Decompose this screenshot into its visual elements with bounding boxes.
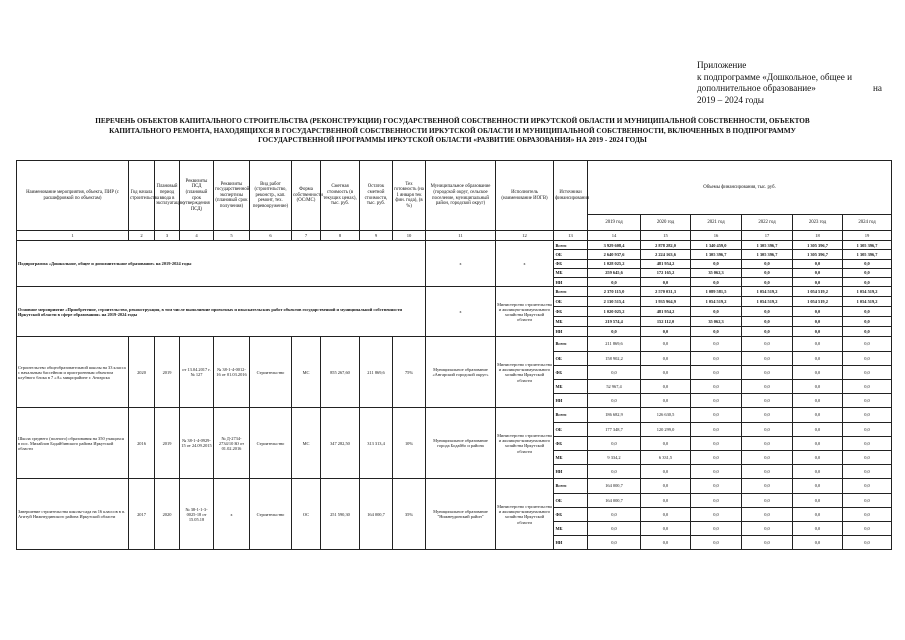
funding-value: 1 305 396,7 bbox=[793, 241, 843, 250]
funding-value: 126 630,5 bbox=[641, 408, 691, 422]
funding-value: 0,0 bbox=[843, 422, 892, 436]
funding-source: Всего bbox=[554, 408, 588, 422]
object-row bbox=[17, 337, 892, 351]
funding-source: ФБ bbox=[554, 307, 588, 317]
column-number: 4 bbox=[180, 231, 214, 241]
object-start-year: 2017 bbox=[129, 479, 155, 550]
funding-value: 0,0 bbox=[691, 436, 742, 450]
column-number: 8 bbox=[321, 231, 360, 241]
column-number: 7 bbox=[292, 231, 321, 241]
funding-value: 9 334,2 bbox=[588, 450, 641, 464]
funding-source: МБ bbox=[554, 521, 588, 535]
funding-value: 0,0 bbox=[641, 465, 691, 479]
object-work-type: Строительство bbox=[250, 337, 292, 408]
funding-value: 0,0 bbox=[793, 493, 843, 507]
column-number: 3 bbox=[155, 231, 180, 241]
column-number: 10 bbox=[393, 231, 426, 241]
object-readiness: 75% bbox=[393, 337, 426, 408]
funding-source: МБ bbox=[554, 268, 588, 277]
section-title: Подпрограмма «Дошкольное, общее и дополнительное образование» на 2019-2024 годы bbox=[17, 241, 426, 287]
funding-value: 0,0 bbox=[691, 422, 742, 436]
header-year: 2020 год bbox=[641, 215, 691, 231]
funding-value: 158 902,2 bbox=[588, 351, 641, 365]
object-name: Школа среднего (полного) образования на 350 учащихся в пос. Михайлов Бодайбинского района Иркутской области bbox=[17, 408, 129, 479]
funding-value: 0,0 bbox=[641, 380, 691, 394]
municipality-cell: х bbox=[426, 241, 496, 287]
funding-value: 186 682,9 bbox=[588, 408, 641, 422]
object-period: 2019 bbox=[155, 408, 180, 479]
object-psd: от 13.04.2017 г. № 127 bbox=[180, 337, 214, 408]
funding-value: 0,0 bbox=[641, 507, 691, 521]
funding-value: 0,0 bbox=[691, 278, 742, 287]
funding-value: 0,0 bbox=[793, 536, 843, 550]
funding-value: 0,0 bbox=[742, 268, 793, 277]
funding-value: 0,0 bbox=[843, 507, 892, 521]
funding-value: 0,0 bbox=[641, 327, 691, 337]
funding-value: 0,0 bbox=[843, 521, 892, 535]
funding-value: 0,0 bbox=[742, 307, 793, 317]
funding-value: 0,0 bbox=[691, 337, 742, 351]
column-number: 2 bbox=[129, 231, 155, 241]
header-ownership: Форма собственности (ОС/МС) bbox=[292, 161, 321, 231]
object-name: Завершение строительства школы-сада на 16 классов в п. Агитуй Нижнеудинского района Иркутской области bbox=[17, 479, 129, 550]
object-row bbox=[17, 408, 892, 422]
funding-value: 0,0 bbox=[742, 278, 793, 287]
funding-value: 259 645,6 bbox=[588, 268, 641, 277]
funding-value: 0,0 bbox=[793, 422, 843, 436]
header-period: Плановый период ввода в эксплуатацию bbox=[155, 161, 180, 231]
funding-value: 0,0 bbox=[691, 521, 742, 535]
funding-value: 0,0 bbox=[843, 380, 892, 394]
object-readiness: 35% bbox=[393, 479, 426, 550]
object-period: 2019 bbox=[155, 337, 180, 408]
funding-value: 0,0 bbox=[641, 351, 691, 365]
funding-source: НИ bbox=[554, 278, 588, 287]
column-number: 5 bbox=[214, 231, 250, 241]
header-municipality: Муниципальное образование (городской округ, сельское поселение, муниципальный район, городской округ) bbox=[426, 161, 496, 231]
funding-value: 0,0 bbox=[843, 436, 892, 450]
object-start-year: 2020 bbox=[129, 337, 155, 408]
funding-value: 1 054 519,2 bbox=[691, 297, 742, 307]
column-number: 6 bbox=[250, 231, 292, 241]
funding-value: 0,0 bbox=[691, 365, 742, 379]
funding-value: 0,0 bbox=[793, 268, 843, 277]
funding-source: Всего bbox=[554, 241, 588, 250]
funding-value: 0,0 bbox=[588, 465, 641, 479]
funding-source: Всего bbox=[554, 337, 588, 351]
funding-value: 0,0 bbox=[588, 394, 641, 408]
funding-value: 0,0 bbox=[793, 479, 843, 493]
funding-source: МБ bbox=[554, 450, 588, 464]
object-work-type: Строительство bbox=[250, 479, 292, 550]
column-number: 9 bbox=[360, 231, 393, 241]
funding-value: 172 165,2 bbox=[641, 268, 691, 277]
column-number: 11 bbox=[426, 231, 496, 241]
appendix-line: Приложение bbox=[697, 60, 747, 70]
funding-value: 3 929 608,4 bbox=[588, 241, 641, 250]
funding-value: 1 305 396,7 bbox=[742, 241, 793, 250]
funding-value: 0,0 bbox=[843, 408, 892, 422]
funding-value: 0,0 bbox=[843, 479, 892, 493]
funding-value: 0,0 bbox=[691, 327, 742, 337]
header-executor: Исполнитель (наименование ИОГВ) bbox=[496, 161, 554, 231]
funding-value: 1 054 519,2 bbox=[793, 297, 843, 307]
header-remaining-cost: Остаток сметной стоимости, тыс. руб. bbox=[360, 161, 393, 231]
funding-value: 0,0 bbox=[742, 380, 793, 394]
funding-value: 0,0 bbox=[742, 450, 793, 464]
funding-value: 1 340 459,0 bbox=[691, 241, 742, 250]
funding-source: ОБ bbox=[554, 351, 588, 365]
object-estimated-cost: 347 282,50 bbox=[321, 408, 360, 479]
funding-value: 1 054 519,2 bbox=[742, 287, 793, 297]
object-psd: № 38-1-1-3-0025-18 от 15.05.18 bbox=[180, 479, 214, 550]
object-remaining-cost: 211 869,6 bbox=[360, 337, 393, 408]
funding-value: 1 305 396,7 bbox=[742, 250, 793, 259]
funding-source: ОБ bbox=[554, 422, 588, 436]
object-work-type: Строительство bbox=[250, 408, 292, 479]
municipality-cell: х bbox=[426, 287, 496, 337]
funding-value: 0,0 bbox=[843, 307, 892, 317]
funding-value: 0,0 bbox=[793, 337, 843, 351]
funding-value: 0,0 bbox=[691, 450, 742, 464]
funding-source: НИ bbox=[554, 394, 588, 408]
header-year: 2021 год bbox=[691, 215, 742, 231]
funding-value: 0,0 bbox=[742, 507, 793, 521]
funding-value: 0,0 bbox=[843, 394, 892, 408]
funding-source: ФБ bbox=[554, 259, 588, 268]
funding-value: 2 130 515,4 bbox=[588, 297, 641, 307]
column-number: 16 bbox=[691, 231, 742, 241]
object-name: Строительство общеобразовательной школы на 33 класса с начальным бассейном и пристроенным объектом клубного блока в 7 «А» микрорайоне г. Ангарска bbox=[17, 337, 129, 408]
funding-value: 0,0 bbox=[641, 536, 691, 550]
appendix-text: на bbox=[873, 83, 882, 94]
funding-source: ОБ bbox=[554, 297, 588, 307]
funding-value: 0,0 bbox=[843, 450, 892, 464]
funding-value: 0,0 bbox=[793, 521, 843, 535]
column-number: 18 bbox=[793, 231, 843, 241]
funding-value: 0,0 bbox=[742, 259, 793, 268]
funding-value: 0,0 bbox=[793, 278, 843, 287]
funding-source: НИ bbox=[554, 465, 588, 479]
funding-value: 0,0 bbox=[793, 380, 843, 394]
column-number: 12 bbox=[496, 231, 554, 241]
column-number-row bbox=[17, 231, 892, 241]
executor-cell: Министерство строительства и жилищно-коммунального хозяйства Иркутской области bbox=[496, 408, 554, 479]
funding-value: 0,0 bbox=[588, 327, 641, 337]
funding-value: 1 054 519,2 bbox=[843, 287, 892, 297]
funding-value: 1 305 396,7 bbox=[843, 241, 892, 250]
funding-value: 0,0 bbox=[742, 436, 793, 450]
funding-value: 0,0 bbox=[691, 394, 742, 408]
funding-value: 0,0 bbox=[843, 327, 892, 337]
funding-value: 2 640 937,6 bbox=[588, 250, 641, 259]
funding-value: 481 954,2 bbox=[641, 259, 691, 268]
objects-table bbox=[16, 160, 892, 550]
header-year: 2019 год bbox=[588, 215, 641, 231]
funding-value: 0,0 bbox=[793, 351, 843, 365]
funding-value: 35 062,3 bbox=[691, 317, 742, 327]
funding-value: 0,0 bbox=[742, 327, 793, 337]
table-body bbox=[17, 241, 892, 550]
funding-source: ФБ bbox=[554, 365, 588, 379]
section-row bbox=[17, 287, 892, 297]
funding-value: 0,0 bbox=[793, 436, 843, 450]
header-estimated-cost: Сметная стоимость (в текущих ценах), тыс. руб. bbox=[321, 161, 360, 231]
funding-value: 0,0 bbox=[641, 493, 691, 507]
funding-value: 1 054 519,2 bbox=[742, 297, 793, 307]
funding-value: 0,0 bbox=[742, 317, 793, 327]
funding-value: 0,0 bbox=[588, 521, 641, 535]
executor-cell: Министерство строительства и жилищно-коммунального хозяйства Иркутской области bbox=[496, 337, 554, 408]
funding-value: 0,0 bbox=[793, 408, 843, 422]
funding-value: 0,0 bbox=[742, 337, 793, 351]
title-line: ПЕРЕЧЕНЬ ОБЪЕКТОВ КАПИТАЛЬНОГО СТРОИТЕЛЬСТВА (РЕКОНСТРУКЦИИ) ГОСУДАРСТВЕННОЙ СОБСТВЕННОСТИ ИРКУТСКОЙ ОБЛАСТИ И МУНИЦИПАЛЬНОЙ СОБСТВЕННОСТИ, ОБЪЕКТОВ bbox=[95, 117, 810, 125]
executor-cell: Министерство строительства и жилищно-коммунального хозяйства Иркутской области bbox=[496, 287, 554, 337]
header-year: 2024 год bbox=[843, 215, 892, 231]
funding-value: 6 331,5 bbox=[641, 450, 691, 464]
funding-value: 0,0 bbox=[843, 268, 892, 277]
column-number: 1 bbox=[17, 231, 129, 241]
municipality-cell: Муниципальное образование города Бодайбо и района bbox=[426, 408, 496, 479]
funding-source: МБ bbox=[554, 380, 588, 394]
document-title bbox=[20, 117, 885, 146]
funding-value: 0,0 bbox=[742, 394, 793, 408]
funding-value: 0,0 bbox=[843, 465, 892, 479]
appendix-line bbox=[697, 83, 882, 95]
funding-value: 177 348,7 bbox=[588, 422, 641, 436]
funding-value: 0,0 bbox=[793, 365, 843, 379]
executor-cell: Министерство строительства и жилищно-коммунального хозяйства Иркутской области bbox=[496, 479, 554, 550]
title-line: ГОСУДАРСТВЕННОЙ ПРОГРАММЫ ИРКУТСКОЙ ОБЛАСТИ «РАЗВИТИЕ ОБРАЗОВАНИЯ» НА 2019 - 2024 ГОДЫ bbox=[258, 136, 647, 145]
funding-value: 0,0 bbox=[742, 422, 793, 436]
funding-value: 0,0 bbox=[691, 465, 742, 479]
object-readiness: 10% bbox=[393, 408, 426, 479]
appendix-line: 2019 – 2024 годы bbox=[697, 94, 764, 105]
funding-value: 0,0 bbox=[691, 380, 742, 394]
funding-source: ФБ bbox=[554, 436, 588, 450]
object-estimated-cost: 855 267,60 bbox=[321, 337, 360, 408]
funding-value: 1 054 519,2 bbox=[843, 297, 892, 307]
funding-value: 0,0 bbox=[843, 259, 892, 268]
funding-source: МБ bbox=[554, 317, 588, 327]
header-year: 2023 год bbox=[793, 215, 843, 231]
header-funding: Объемы финансирования, тыс. руб. bbox=[588, 161, 892, 215]
object-remaining-cost: 313 313,4 bbox=[360, 408, 393, 479]
funding-value: 0,0 bbox=[742, 536, 793, 550]
funding-value: 0,0 bbox=[691, 507, 742, 521]
funding-source: Всего bbox=[554, 287, 588, 297]
funding-value: 0,0 bbox=[742, 408, 793, 422]
funding-value: 0,0 bbox=[641, 278, 691, 287]
funding-value: 152 112,0 bbox=[641, 317, 691, 327]
funding-value: 0,0 bbox=[793, 307, 843, 317]
funding-value: 0,0 bbox=[641, 394, 691, 408]
funding-value: 1 089 581,5 bbox=[691, 287, 742, 297]
header-readiness: Тех готовность (на 1 января тек фин. года), (в %) bbox=[393, 161, 426, 231]
funding-value: 0,0 bbox=[641, 436, 691, 450]
funding-value: 0,0 bbox=[742, 365, 793, 379]
funding-value: 52 967,4 bbox=[588, 380, 641, 394]
funding-source: ОБ bbox=[554, 250, 588, 259]
header-expertise: Реквизиты государственной экспертизы (плановый срок получения) bbox=[214, 161, 250, 231]
funding-source: НИ bbox=[554, 327, 588, 337]
funding-value: 0,0 bbox=[843, 365, 892, 379]
funding-value: 0,0 bbox=[793, 507, 843, 521]
funding-value: 0,0 bbox=[588, 536, 641, 550]
funding-value: 1 935 964,9 bbox=[641, 297, 691, 307]
funding-value: 1 305 396,7 bbox=[691, 250, 742, 259]
funding-value: 164 000,7 bbox=[588, 479, 641, 493]
funding-value: 0,0 bbox=[691, 408, 742, 422]
funding-value: 0,0 bbox=[843, 317, 892, 327]
column-number: 14 bbox=[588, 231, 641, 241]
funding-value: 211 869,6 bbox=[588, 337, 641, 351]
funding-value: 0,0 bbox=[691, 493, 742, 507]
funding-source: ОБ bbox=[554, 493, 588, 507]
column-number: 19 bbox=[843, 231, 892, 241]
funding-value: 2 224 163,6 bbox=[641, 250, 691, 259]
section-title: Основное мероприятие «Приобретение, строительство, реконструкция, в том числе выполнение проектных и изыскательских работ объектов государственной и муниципальной собственности Иркутской области в сфере образования» на 2019-2024 годы bbox=[17, 287, 426, 337]
funding-value: 0,0 bbox=[843, 493, 892, 507]
funding-value: 0,0 bbox=[641, 365, 691, 379]
object-estimated-cost: 251 590,30 bbox=[321, 479, 360, 550]
funding-value: 0,0 bbox=[742, 521, 793, 535]
funding-value: 0,0 bbox=[843, 351, 892, 365]
funding-value: 0,0 bbox=[793, 465, 843, 479]
funding-value: 0,0 bbox=[742, 493, 793, 507]
funding-source: Всего bbox=[554, 479, 588, 493]
object-expertise: № Д-2734-2734/10 Ю от 01.02.2016 bbox=[214, 408, 250, 479]
header-name: Наименование мероприятия, объекта, ПИР (с расшифровкой по объектам) bbox=[17, 161, 129, 231]
funding-value: 2 370 115,0 bbox=[588, 287, 641, 297]
funding-value: 1 305 396,7 bbox=[793, 250, 843, 259]
municipality-cell: Муниципальное образование "Нижнеудинский район" bbox=[426, 479, 496, 550]
funding-value: 0,0 bbox=[641, 337, 691, 351]
funding-value: 0,0 bbox=[793, 259, 843, 268]
funding-value: 0,0 bbox=[843, 278, 892, 287]
funding-value: 35 062,3 bbox=[691, 268, 742, 277]
funding-value: 0,0 bbox=[742, 479, 793, 493]
funding-value: 219 574,4 bbox=[588, 317, 641, 327]
funding-value: 481 954,2 bbox=[641, 307, 691, 317]
funding-value: 1 020 025,2 bbox=[588, 307, 641, 317]
funding-value: 0,0 bbox=[793, 394, 843, 408]
section-row bbox=[17, 241, 892, 250]
object-ownership: ОС bbox=[292, 479, 321, 550]
object-ownership: МС bbox=[292, 408, 321, 479]
object-psd: № 38-1-4-0929-15 от 24.09.2015 bbox=[180, 408, 214, 479]
funding-value: 0,0 bbox=[691, 351, 742, 365]
funding-value: 0,0 bbox=[588, 365, 641, 379]
object-expertise: № 38-1-4-0012-16 от 01.03.2016 bbox=[214, 337, 250, 408]
funding-value: 0,0 bbox=[691, 307, 742, 317]
funding-value: 0,0 bbox=[588, 436, 641, 450]
funding-value: 0,0 bbox=[691, 259, 742, 268]
funding-value: 1 305 396,7 bbox=[843, 250, 892, 259]
title-line: КАПИТАЛЬНОГО РЕМОНТА, НАХОДЯЩИХСЯ В ГОСУДАРСТВЕННОЙ СОБСТВЕННОСТИ ИРКУТСКОЙ ОБЛАСТИ И МУНИЦИПАЛЬНОЙ СОБСТВЕННОСТИ, ВКЛЮЧЕННЫХ В ПОДПРОГРАММУ bbox=[109, 126, 796, 135]
funding-value: 0,0 bbox=[843, 536, 892, 550]
funding-value: 0,0 bbox=[843, 337, 892, 351]
object-expertise: х bbox=[214, 479, 250, 550]
object-start-year: 2016 bbox=[129, 408, 155, 479]
appendix-note bbox=[697, 60, 882, 106]
funding-value: 0,0 bbox=[793, 317, 843, 327]
executor-cell: х bbox=[496, 241, 554, 287]
header-sources: Источники финансирования bbox=[554, 161, 588, 231]
funding-source: НИ bbox=[554, 536, 588, 550]
funding-value: 120 299,0 bbox=[641, 422, 691, 436]
funding-value: 2 878 282,0 bbox=[641, 241, 691, 250]
funding-value: 0,0 bbox=[793, 450, 843, 464]
column-number: 15 bbox=[641, 231, 691, 241]
funding-value: 0,0 bbox=[742, 351, 793, 365]
column-number: 17 bbox=[742, 231, 793, 241]
header-work-type: Вид работ (строительство, реконстр., кап. ремонт, тех. перевооружение) bbox=[250, 161, 292, 231]
funding-value: 0,0 bbox=[641, 521, 691, 535]
funding-value: 0,0 bbox=[641, 479, 691, 493]
appendix-line: к подпрограмме «Дошкольное, общее и bbox=[697, 71, 853, 82]
funding-source: ФБ bbox=[554, 507, 588, 521]
header-year: 2022 год bbox=[742, 215, 793, 231]
funding-value: 2 570 031,3 bbox=[641, 287, 691, 297]
funding-value: 164 000,7 bbox=[588, 493, 641, 507]
funding-value: 0,0 bbox=[742, 465, 793, 479]
funding-value: 1 054 519,2 bbox=[793, 287, 843, 297]
object-row bbox=[17, 479, 892, 493]
header-psd: Реквизиты ПСД (плановый срок утверждения ПСД) bbox=[180, 161, 214, 231]
appendix-text: дополнительное образование» bbox=[697, 83, 816, 94]
funding-value: 1 028 025,2 bbox=[588, 259, 641, 268]
header-start-year: Год начала строительства bbox=[129, 161, 155, 231]
municipality-cell: Муниципальное образование «Ангарский городской округ» bbox=[426, 337, 496, 408]
funding-value: 0,0 bbox=[588, 278, 641, 287]
funding-value: 0,0 bbox=[588, 507, 641, 521]
funding-value: 0,0 bbox=[793, 327, 843, 337]
column-number: 13 bbox=[554, 231, 588, 241]
funding-value: 0,0 bbox=[691, 536, 742, 550]
table-header bbox=[17, 161, 892, 241]
object-remaining-cost: 164 000,7 bbox=[360, 479, 393, 550]
funding-value: 0,0 bbox=[691, 479, 742, 493]
object-period: 2020 bbox=[155, 479, 180, 550]
object-ownership: МС bbox=[292, 337, 321, 408]
